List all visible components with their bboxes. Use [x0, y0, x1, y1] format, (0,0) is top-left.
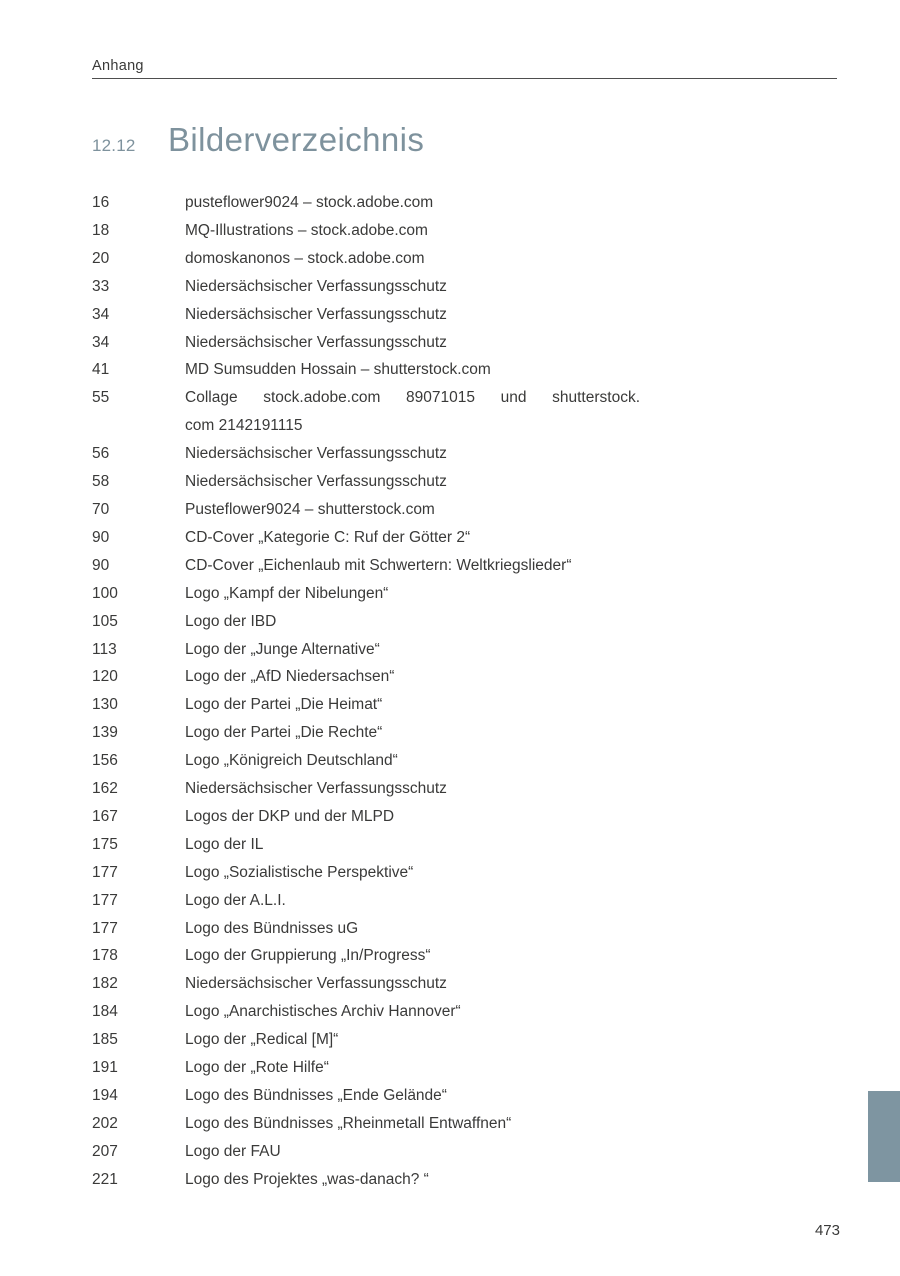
figure-page-number: 34 [92, 305, 110, 323]
section-number: 12.12 [92, 136, 136, 155]
figure-credit: Logo der IBD [185, 612, 277, 630]
figure-credit: Niedersächsischer Verfassungsschutz [185, 305, 447, 323]
running-header: Anhang [92, 58, 144, 74]
figure-page-number: 16 [92, 194, 110, 211]
figure-entry [92, 329, 672, 357]
figure-entry [92, 859, 672, 887]
figure-page-number: 184 [92, 1003, 118, 1021]
figure-credit: Niedersächsischer Verfassungsschutz [185, 975, 447, 993]
chapter-tab-marker [868, 1091, 900, 1182]
figure-page-number: 56 [92, 445, 110, 463]
header-rule [92, 78, 837, 79]
figure-entry [92, 496, 672, 524]
figure-credit: Logo des Bündnisses „Rheinmetall Entwaffnen“ [185, 1114, 512, 1132]
figure-page-number: 156 [92, 752, 118, 770]
figure-page-number: 41 [92, 361, 110, 379]
figure-entry [92, 719, 672, 747]
section-title-row [92, 121, 424, 159]
figure-credit: pusteflower9024 – stock.adobe.com [185, 194, 434, 211]
figure-credit: Niedersächsischer Verfassungsschutz [185, 780, 447, 798]
figure-credit: MD Sumsudden Hossain – shutterstock.com [185, 361, 491, 379]
figure-credit: Logo der „Rote Hilfe“ [185, 1059, 329, 1077]
page-number: 473 [814, 1222, 840, 1239]
figure-page-number: 207 [92, 1142, 118, 1160]
figure-credit: Logo der Partei „Die Heimat“ [185, 696, 383, 714]
figure-credit: domoskanonos – stock.adobe.com [185, 249, 425, 267]
figure-page-number: 177 [92, 891, 118, 909]
figure-page-number: 177 [92, 919, 118, 937]
figure-credit: Logo des Bündnisses „Ende Gelände“ [185, 1087, 447, 1104]
figure-credit: CD-Cover „Eichenlaub mit Schwertern: Weltkriegslieder“ [185, 556, 572, 574]
figure-page-number: 34 [92, 333, 110, 351]
figure-page-number: 162 [92, 780, 118, 798]
figure-entry [92, 608, 672, 636]
figure-credit: Logo der IL [185, 835, 264, 853]
figure-list [92, 189, 672, 1194]
figure-entry [92, 915, 672, 943]
figure-entry [92, 636, 672, 664]
figure-credit: Pusteflower9024 – shutterstock.com [185, 500, 435, 518]
figure-credit: Logo des Bündnisses uG [185, 919, 359, 937]
figure-page-number: 191 [92, 1059, 118, 1077]
figure-credit: MQ-Illustrations – stock.adobe.com [185, 221, 428, 239]
figure-entry [92, 1166, 672, 1194]
figure-page-number: 167 [92, 807, 118, 825]
figure-credit: Logo der A.L.I. [185, 891, 286, 909]
figure-entry [92, 1054, 672, 1082]
figure-entry [92, 1082, 672, 1110]
figure-page-number: 20 [92, 249, 110, 267]
figure-credit: Logo „Königreich Deutschland“ [185, 752, 398, 770]
figure-entry [92, 356, 672, 384]
figure-page-number: 130 [92, 696, 118, 714]
figure-page-number: 202 [92, 1114, 118, 1132]
figure-credit: CD-Cover „Kategorie C: Ruf der Götter 2“ [185, 528, 471, 546]
figure-credit: Niedersächsischer Verfassungsschutz [185, 445, 447, 463]
page-title: Bilderverzeichnis [168, 121, 425, 158]
figure-entry [92, 552, 672, 580]
figure-entry [92, 440, 672, 468]
figure-page-number: 177 [92, 863, 118, 881]
figure-entry [92, 942, 672, 970]
figure-entry [92, 887, 672, 915]
figure-credit: Niedersächsischer Verfassungsschutz [185, 277, 447, 295]
figure-credit: Logo „Sozialistische Perspektive“ [185, 863, 414, 881]
figure-credit: Logo der Partei „Die Rechte“ [185, 724, 383, 742]
figure-entry [92, 998, 672, 1026]
figure-credit: Logo „Kampf der Nibelungen“ [185, 584, 389, 602]
figure-page-number: 182 [92, 975, 118, 993]
figure-credit: Logo der FAU [185, 1142, 281, 1160]
figure-entry [92, 691, 672, 719]
figure-page-number: 33 [92, 277, 110, 295]
figure-page-number: 105 [92, 612, 118, 630]
figure-entry [92, 468, 672, 496]
figure-page-number: 113 [92, 640, 117, 658]
figure-entry [92, 663, 672, 691]
figure-entry [92, 273, 672, 301]
figure-credit: Logo der „AfD Niedersachsen“ [185, 668, 395, 686]
figure-credit: Logo der Gruppierung „In/Progress“ [185, 947, 431, 965]
figure-credit: Logo des Projektes „was-danach? “ [185, 1170, 429, 1188]
figure-entry [92, 831, 672, 859]
figure-entry [92, 775, 672, 803]
figure-credit: Collage stock.adobe.com 89071015 und shutterstock. com 2142191115 [185, 389, 640, 435]
figure-entry [92, 1026, 672, 1054]
figure-entry [92, 580, 672, 608]
figure-entry [92, 803, 672, 831]
figure-page-number: 18 [92, 221, 110, 239]
figure-page-number: 90 [92, 528, 110, 546]
figure-entry [92, 217, 672, 245]
figure-entry [92, 245, 672, 273]
figure-credit: Logos der DKP und der MLPD [185, 807, 395, 825]
figure-page-number: 194 [92, 1087, 118, 1104]
figure-credit: Niedersächsischer Verfassungsschutz [185, 473, 447, 491]
figure-entry [92, 970, 672, 998]
figure-page-number: 90 [92, 556, 110, 574]
figure-entry [92, 301, 672, 329]
figure-page-number: 221 [92, 1170, 118, 1188]
figure-page-number: 55 [92, 389, 110, 407]
figure-page-number: 139 [92, 724, 118, 742]
figure-page-number: 175 [92, 835, 118, 853]
figure-credit: Logo „Anarchistisches Archiv Hannover“ [185, 1003, 461, 1021]
figure-credit: Logo der „Redical [M]“ [185, 1031, 339, 1049]
figure-entry [92, 384, 672, 440]
figure-entry [92, 1110, 672, 1138]
figure-entry [92, 189, 672, 217]
figure-page-number: 185 [92, 1031, 118, 1049]
figure-entry [92, 747, 672, 775]
figure-credit: Logo der „Junge Alternative“ [185, 640, 380, 658]
figure-credit: Niedersächsischer Verfassungsschutz [185, 333, 447, 351]
figure-page-number: 120 [92, 668, 118, 686]
figure-entry [92, 1138, 672, 1166]
figure-entry [92, 524, 672, 552]
figure-page-number: 100 [92, 584, 118, 602]
figure-page-number: 70 [92, 500, 110, 518]
figure-page-number: 58 [92, 473, 110, 491]
figure-page-number: 178 [92, 947, 118, 965]
